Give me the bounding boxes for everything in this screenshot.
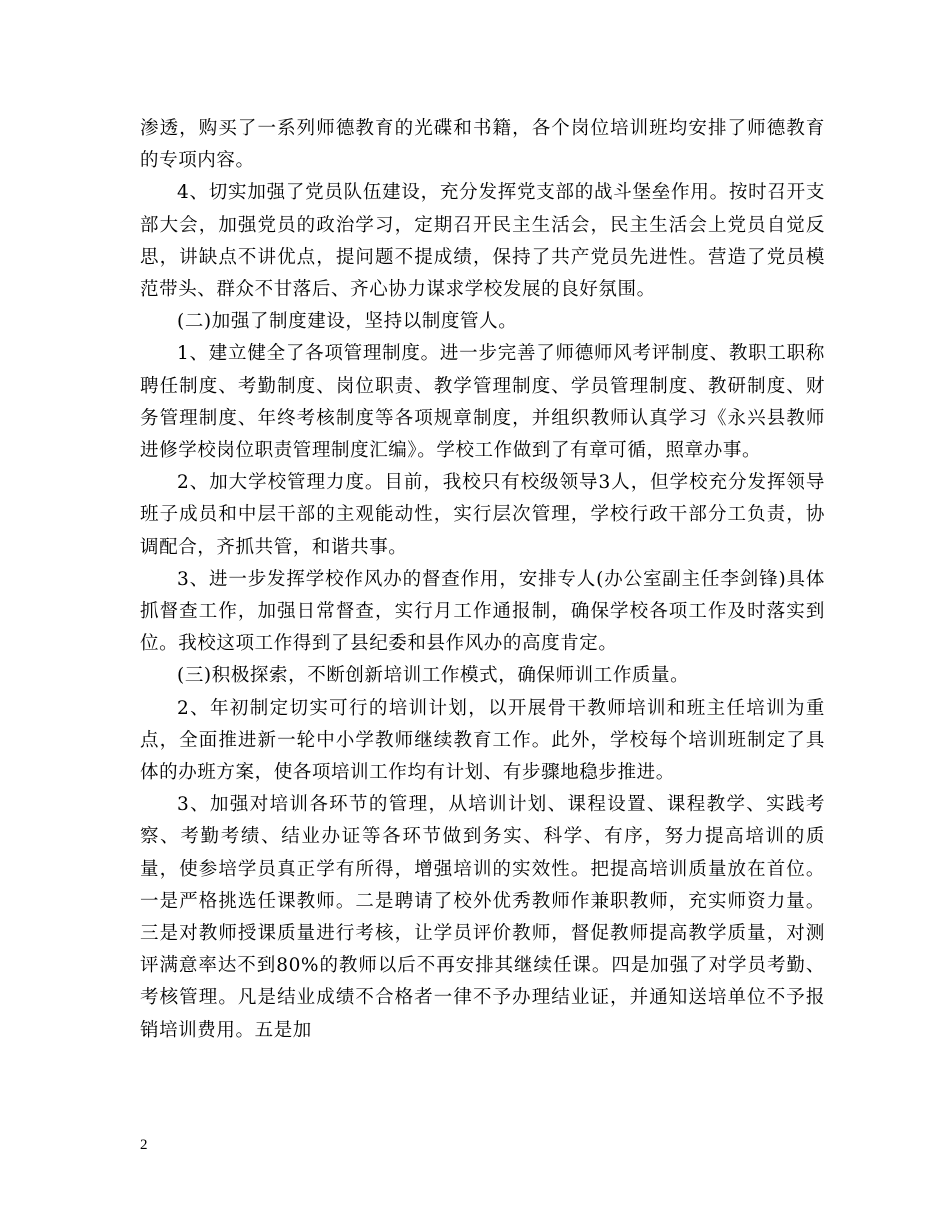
paragraph-6: 3、进一步发挥学校作风办的督查作用，安排专人(办公室副主任李剑锋)具体抓督查工作，加强日常督查，实行月工作通报制，确保学校各项工作及时落实到位。我校这项工作得到了县纪委和县作风办的高度肯定。 — [140, 568, 825, 655]
paragraph-9: 3、加强对培训各环节的管理，从培训计划、课程设置、课程教学、实践考察、考勤考绩、结业办证等各环节做到务实、科学、有序，努力提高培训的质量，使参培学员真正学有所得，增强培训的实效性。把提高培训质量放在首位。一是严格挑选任课教师。二是聘请了校外优秀教师作兼职教师，充实师资力量。三是对教师授课质量进行考核，让学员评价教师，督促教师提高教学质量，对测评满意率达不到80%的教师以后不再安排其继续任课。四是加强了对学员考勤、考核管理。凡是结业成绩不合格者一律不予办理结业证，并通知送培单位不予报销培训费用。五是加 — [140, 794, 825, 1041]
section-heading-2: (二)加强了制度建设，坚持以制度管人。 — [177, 311, 518, 333]
paragraph-4: 1、建立健全了各项管理制度。进一步完善了师德师风考评制度、教职工职称聘任制度、考勤制度、岗位职责、教学管理制度、学员管理制度、教研制度、财务管理制度、年终考核制度等各项规章制度，并组织教师认真学习《永兴县教师进修学校岗位职责管理制度汇编》。学校工作做到了有章可循，照章办事。 — [140, 343, 825, 462]
page-number: 2 — [140, 1137, 148, 1153]
paragraph-2: 4、切实加强了党员队伍建设，充分发挥党支部的战斗堡垒作用。按时召开支部大会，加强党员的政治学习，定期召开民主生活会，民主生活会上党员自觉反思，讲缺点不讲优点，提问题不提成绩，保持了共产党员先进性。营造了党员模范带头、群众不甘落后、齐心协力谋求学校发展的良好氛围。 — [140, 182, 825, 301]
paragraph-5: 2、加大学校管理力度。目前，我校只有校级领导3人，但学校充分发挥领导班子成员和中层干部的主观能动性，实行层次管理，学校行政干部分工负责，协调配合，齐抓共管，和谐共事。 — [140, 472, 825, 558]
paragraph-8: 2、年初制定切实可行的培训计划，以开展骨干教师培训和班主任培训为重点，全面推进新一轮中小学教师继续教育工作。此外，学校每个培训班制定了具体的办班方案，使各项培训工作均有计划、有步骤地稳步推进。 — [140, 697, 825, 784]
section-heading-3: (三)积极探索，不断创新培训工作模式，确保师训工作质量。 — [177, 665, 690, 687]
paragraph-1: 渗透，购买了一系列师德教育的光碟和书籍，各个岗位培训班均安排了师德教育的专项内容。 — [140, 118, 825, 172]
document-body — [140, 113, 825, 1047]
